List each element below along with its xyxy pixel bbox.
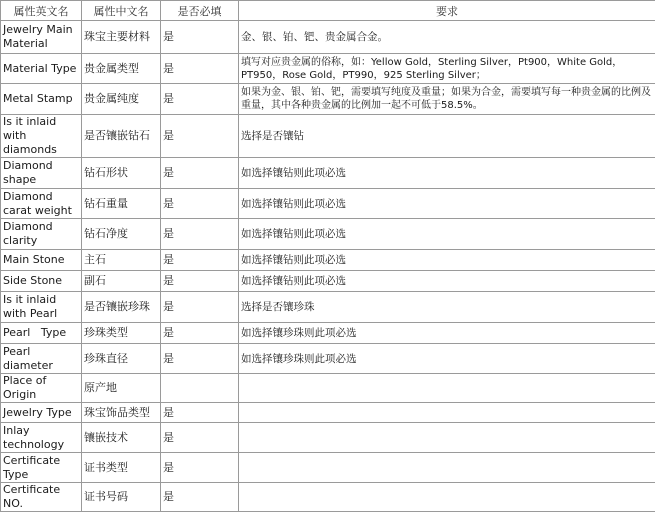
chinese-name-cell: 主石 — [82, 250, 161, 271]
english-name-cell: Jewelry Type — [1, 403, 82, 423]
table-row — [1, 423, 655, 453]
chinese-name-cell: 钻石形状 — [82, 158, 161, 189]
english-name-cell: Diamond carat weight — [1, 189, 82, 219]
english-name-cell: Is it inlaid with Pearl — [1, 292, 82, 323]
table-header — [1, 1, 655, 21]
requirement-cell: 如选择镶珍珠则此项必选 — [239, 323, 655, 344]
english-name-cell: Certificate Type — [1, 453, 82, 483]
chinese-name-cell: 是否镶嵌钻石 — [82, 115, 161, 158]
english-name-cell: Place of Origin — [1, 374, 82, 403]
chinese-name-cell: 是否镶嵌珍珠 — [82, 292, 161, 323]
english-name-cell: Main Stone — [1, 250, 82, 271]
required-cell: 是 — [161, 219, 239, 250]
chinese-name-cell: 副石 — [82, 271, 161, 292]
chinese-name-cell: 珍珠类型 — [82, 323, 161, 344]
english-name-cell: Inlay technology — [1, 423, 82, 453]
required-cell: 是 — [161, 423, 239, 453]
requirement-cell: 如选择镶钻则此项必选 — [239, 219, 655, 250]
requirement-cell: 如选择镶珍珠则此项必选 — [239, 344, 655, 374]
table-row — [1, 250, 655, 271]
header-chinese-name: 属性中文名 — [82, 1, 161, 21]
table-row — [1, 344, 655, 374]
english-name-cell: Pearl Type — [1, 323, 82, 344]
requirement-cell — [239, 423, 655, 453]
required-cell: 是 — [161, 271, 239, 292]
table-body — [1, 21, 655, 512]
required-cell: 是 — [161, 189, 239, 219]
table-row — [1, 271, 655, 292]
table-row — [1, 219, 655, 250]
requirement-cell — [239, 403, 655, 423]
table-row — [1, 403, 655, 423]
table-row — [1, 84, 655, 115]
table-row — [1, 483, 655, 512]
chinese-name-cell: 证书类型 — [82, 453, 161, 483]
header-english-name: 属性英文名 — [1, 1, 82, 21]
required-cell: 是 — [161, 403, 239, 423]
chinese-name-cell: 钻石重量 — [82, 189, 161, 219]
required-cell: 是 — [161, 344, 239, 374]
requirement-cell: 选择是否镶珍珠 — [239, 292, 655, 323]
chinese-name-cell: 珍珠直径 — [82, 344, 161, 374]
chinese-name-cell: 镶嵌技术 — [82, 423, 161, 453]
requirement-cell — [239, 453, 655, 483]
english-name-cell: Metal Stamp — [1, 84, 82, 115]
required-cell: 是 — [161, 483, 239, 512]
table-row — [1, 453, 655, 483]
table-row — [1, 54, 655, 84]
requirement-cell: 如果为金、银、铂、钯，需要填写纯度及重量；如果为合金，需要填写每一种贵金属的比例及重量，其中各种贵金属的比例加一起不可低于58.5%。 — [239, 84, 655, 115]
requirement-cell: 如选择镶钻则此项必选 — [239, 189, 655, 219]
table-row — [1, 189, 655, 219]
chinese-name-cell: 贵金属类型 — [82, 54, 161, 84]
required-cell: 是 — [161, 84, 239, 115]
table-row — [1, 115, 655, 158]
required-cell: 是 — [161, 21, 239, 54]
requirement-cell: 如选择镶钻则此项必选 — [239, 271, 655, 292]
required-cell: 是 — [161, 250, 239, 271]
header-requirement: 要求 — [239, 1, 655, 21]
table-row — [1, 21, 655, 54]
required-cell: 是 — [161, 115, 239, 158]
required-cell: 是 — [161, 158, 239, 189]
english-name-cell: Side Stone — [1, 271, 82, 292]
header-required: 是否必填 — [161, 1, 239, 21]
chinese-name-cell: 原产地 — [82, 374, 161, 403]
requirement-cell: 金、银、铂、钯、贵金属合金。 — [239, 21, 655, 54]
requirement-cell: 如选择镶钻则此项必选 — [239, 250, 655, 271]
requirement-cell — [239, 483, 655, 512]
table-row — [1, 374, 655, 403]
requirement-cell — [239, 374, 655, 403]
chinese-name-cell: 珠宝主要材料 — [82, 21, 161, 54]
required-cell: 是 — [161, 323, 239, 344]
chinese-name-cell: 证书号码 — [82, 483, 161, 512]
table-row — [1, 158, 655, 189]
chinese-name-cell: 珠宝饰品类型 — [82, 403, 161, 423]
english-name-cell: Jewelry Main Material — [1, 21, 82, 54]
requirement-cell: 选择是否镶钻 — [239, 115, 655, 158]
table-row — [1, 323, 655, 344]
english-name-cell: Material Type — [1, 54, 82, 84]
requirement-cell: 填写对应贵金属的俗称，如：Yellow Gold，Sterling Silver，Pt900，White Gold，PT950，Rose Gold，PT990，925 Sterling Silver； — [239, 54, 655, 84]
chinese-name-cell: 贵金属纯度 — [82, 84, 161, 115]
table-row — [1, 292, 655, 323]
header-row — [1, 1, 655, 21]
english-name-cell: Certificate NO. — [1, 483, 82, 512]
required-cell: 是 — [161, 292, 239, 323]
english-name-cell: Pearl diameter — [1, 344, 82, 374]
english-name-cell: Diamond clarity — [1, 219, 82, 250]
chinese-name-cell: 钻石净度 — [82, 219, 161, 250]
required-cell — [161, 374, 239, 403]
english-name-cell: Diamond shape — [1, 158, 82, 189]
requirement-cell: 如选择镶钻则此项必选 — [239, 158, 655, 189]
required-cell: 是 — [161, 453, 239, 483]
required-cell: 是 — [161, 54, 239, 84]
english-name-cell: Is it inlaid with diamonds — [1, 115, 82, 158]
